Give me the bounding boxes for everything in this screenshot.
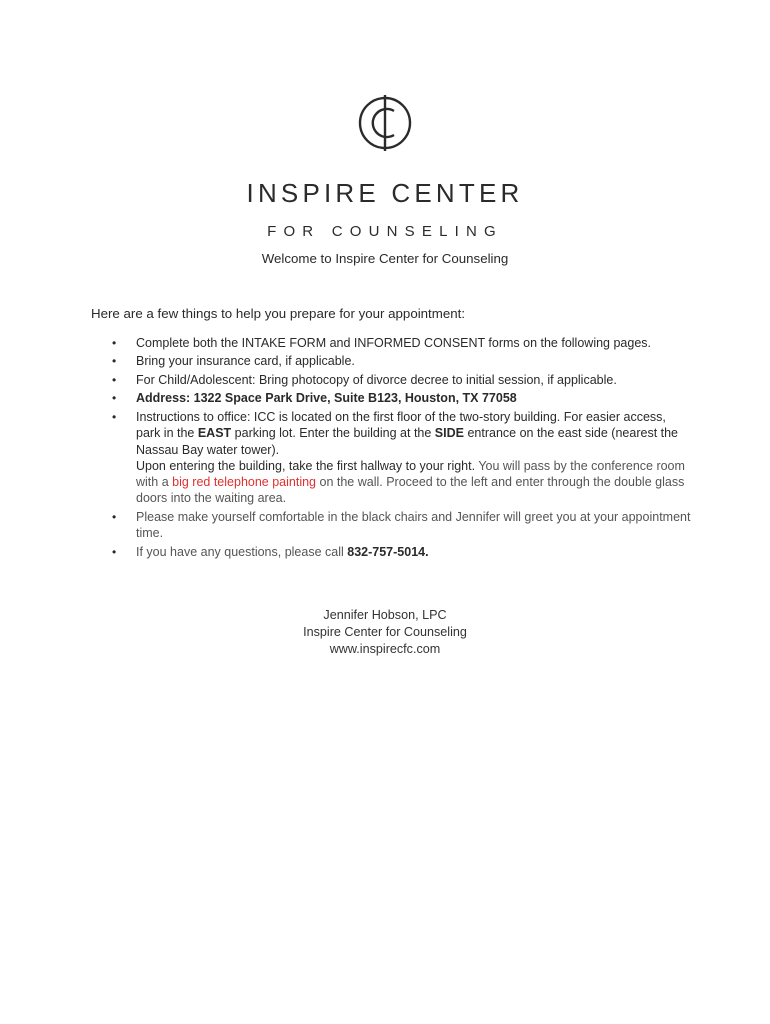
instructions-part: on the wall. Proceed to the left and enter through the double glass doors into the waiting area.	[136, 475, 685, 506]
logo	[0, 92, 770, 154]
instructions-part: entrance on the east side (nearest the Nassau Bay water tower).	[136, 426, 679, 457]
bullet-icon: •	[112, 354, 117, 369]
list-item	[91, 509, 691, 542]
bullet-icon: •	[112, 336, 117, 350]
signature-block	[0, 607, 770, 658]
east-lot-text: EAST	[197, 426, 232, 441]
list-item	[91, 353, 691, 369]
website-text: www.inspirecfc.com	[329, 642, 441, 656]
list-item	[91, 335, 691, 351]
brand-subtitle: FOR COUNSELING	[267, 223, 503, 240]
instructions-part: You will pass by the conference room with a	[136, 458, 685, 490]
side-entrance-text: SIDE	[434, 426, 464, 441]
instructions-text	[136, 410, 685, 505]
bullet-icon: •	[112, 372, 117, 387]
signature-org: Inspire Center for Counseling	[303, 625, 467, 639]
preparation-list	[91, 335, 691, 562]
item-text: Complete both the INTAKE FORM and INFORMED CONSENT forms on the following pages.	[136, 336, 652, 350]
icc-circle-logo-icon	[357, 92, 413, 154]
list-item	[91, 372, 691, 388]
item-text: For Child/Adolescent: Bring photocopy of divorce decree to initial session, if applicable.	[136, 372, 617, 387]
list-item	[91, 409, 691, 507]
welcome-heading: Welcome to Inspire Center for Counseling	[261, 251, 509, 266]
bullet-icon: •	[112, 391, 117, 406]
list-item	[91, 390, 691, 406]
address-text: Address: 1322 Space Park Drive, Suite B123, Houston, TX 77058	[136, 391, 517, 406]
instructions-part: Instructions to office: ICC is located on the first floor of the two-story building. For easier access, park in the	[136, 409, 666, 441]
signature-name: Jennifer Hobson, LPC	[323, 608, 447, 622]
item-text: Please make yourself comfortable in the black chairs and Jennifer will greet you at your appointment time.	[136, 509, 691, 541]
bullet-icon: •	[112, 544, 117, 559]
red-painting-text: big red telephone painting	[172, 475, 317, 490]
item-text: Bring your insurance card, if applicable.	[136, 354, 355, 369]
instructions-part: parking lot. Enter the building at the	[231, 426, 435, 441]
phone-number: 832-757-5014.	[347, 544, 429, 559]
brand-name: INSPIRE CENTER	[246, 178, 524, 208]
bullet-icon: •	[112, 509, 117, 524]
list-item	[91, 544, 691, 560]
intro-text: Here are a few things to help you prepare for your appointment:	[91, 306, 466, 321]
bullet-icon: •	[112, 409, 117, 424]
item-text: If you have any questions, please call	[136, 544, 348, 559]
instructions-part: Upon entering the building, take the first hallway to your right.	[136, 458, 479, 473]
